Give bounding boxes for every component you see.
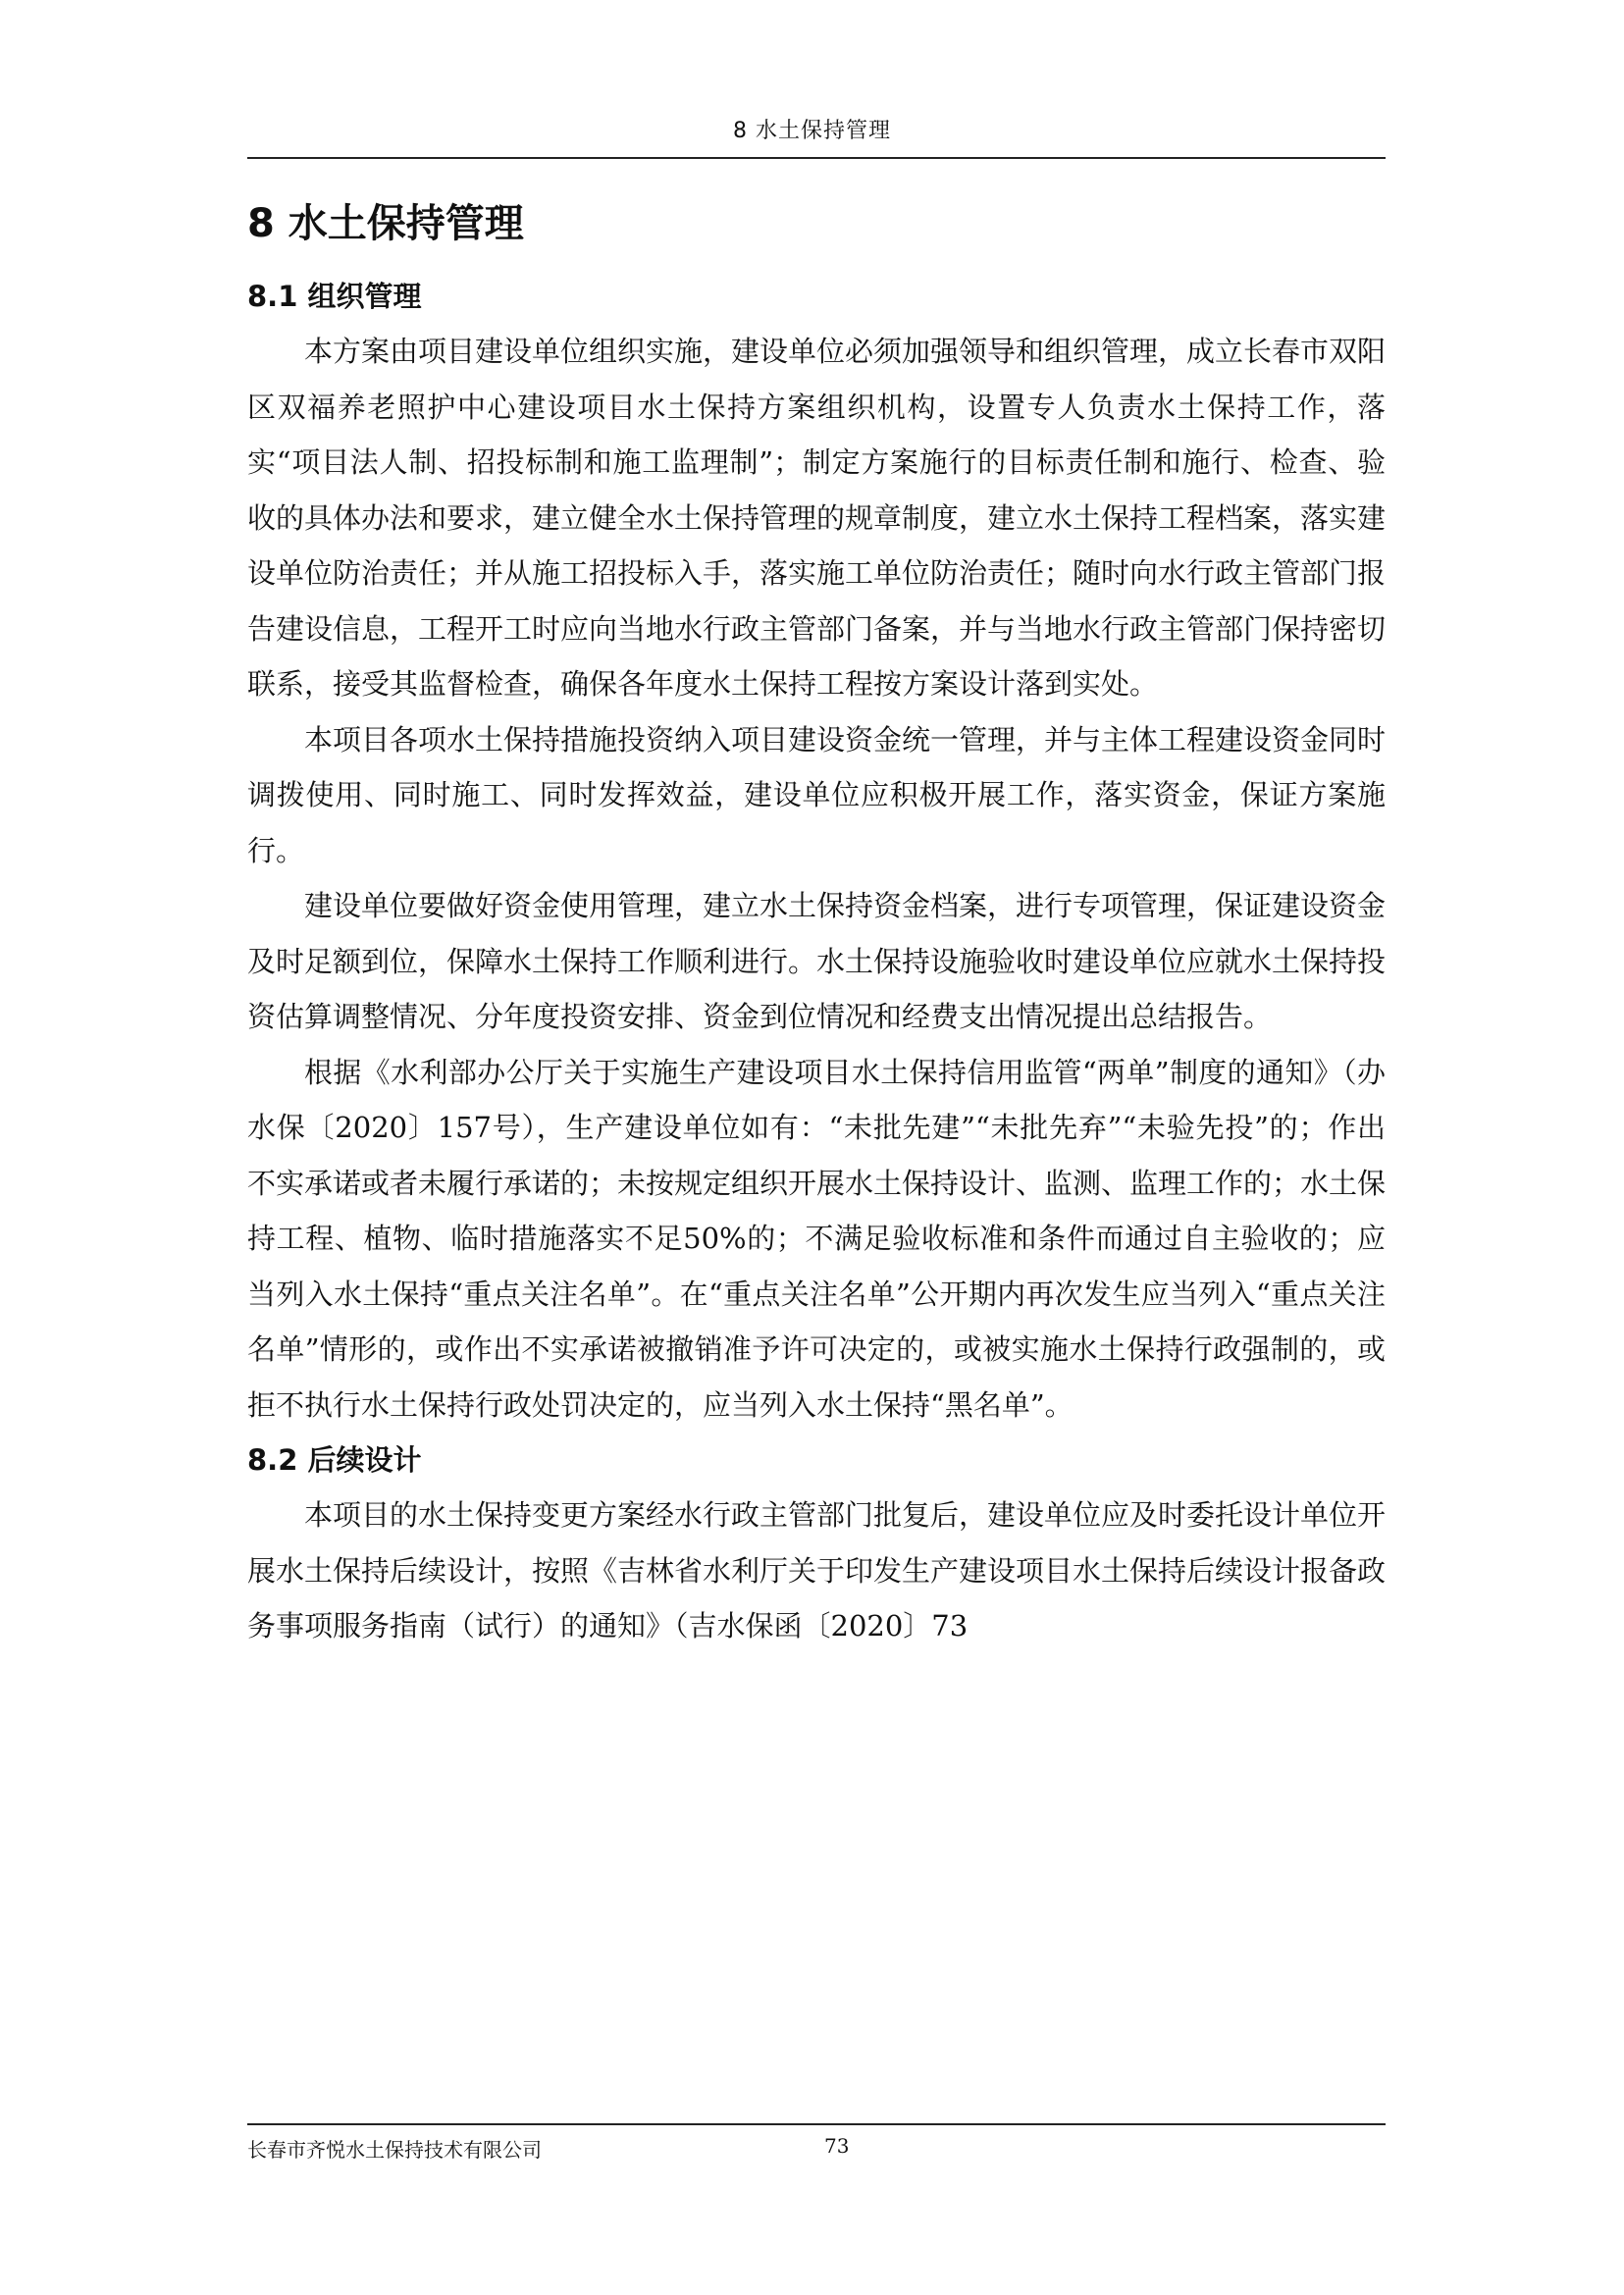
footer-company: 长春市齐悦水土保持技术有限公司 xyxy=(247,2138,542,2162)
page-number: 73 xyxy=(824,2134,850,2158)
running-header: 8 水土保持管理 xyxy=(733,119,891,143)
paragraph: 本方案由项目建设单位组织实施，建设单位必须加强领导和组织管理，成立长春市双阳区双福养老照护中心建设项目水土保持方案组织机构，设置专人负责水土保持工作，落实“项目法人制、招投标制和施工监理制”；制定方案施行的目标责任制和施行、检查、验收的具体办法和要求，建立健全水土保持管理的规章制度，建立水土保持工程档案，落实建设单位防治责任；并从施工招投标入手，落实施工单位防治责任；随时向水行政主管部门报告建设信息，工程开工时应向当地水行政主管部门备案，并与当地水行政主管部门保持密切联系，接受其监督检查，确保各年度水土保持工程按方案设计落到实处。 xyxy=(247,335,1387,701)
paragraph: 本项目各项水土保持措施投资纳入项目建设资金统一管理，并与主体工程建设资金同时调拨使用、同时施工、同时发挥效益，建设单位应积极开展工作，落实资金，保证方案施行。 xyxy=(247,722,1387,867)
section-title-8-1: 8.1 组织管理 xyxy=(247,280,422,313)
section-title-8-2: 8.2 后续设计 xyxy=(247,1443,422,1477)
chapter-title: 8 水土保持管理 xyxy=(247,201,524,246)
paragraph: 本项目的水土保持变更方案经水行政主管部门批复后，建设单位应及时委托设计单位开展水土保持后续设计，按照《吉林省水利厅关于印发生产建设项目水土保持后续设计报备政务事项服务指南（试行）的通知》（吉水保函〔2020〕73 xyxy=(247,1498,1387,1643)
header-divider xyxy=(247,157,1386,159)
footer-divider xyxy=(247,2123,1386,2125)
paragraph: 建设单位要做好资金使用管理，建立水土保持资金档案，进行专项管理，保证建设资金及时足额到位，保障水土保持工作顺利进行。水土保持设施验收时建设单位应就水土保持投资估算调整情况、分年度投资安排、资金到位情况和经费支出情况提出总结报告。 xyxy=(247,889,1387,1033)
paragraph: 根据《水利部办公厅关于实施生产建设项目水土保持信用监管“两单”制度的通知》（办水保〔2020〕157号），生产建设单位如有：“未批先建”“未批先弃”“未验先投”的；作出不实承诺或者未履行承诺的；未按规定组织开展水土保持设计、监测、监理工作的；水土保持工程、植物、临时措施落实不足50%的；不满足验收标准和条件而通过自主验收的；应当列入水土保持“重点关注名单”。在“重点关注名单”公开期内再次发生应当列入“重点关注名单”情形的，或作出不实承诺被撤销准予许可决定的，或被实施水土保持行政强制的，或拒不执行水土保持行政处罚决定的，应当列入水土保持“黑名单”。 xyxy=(247,1055,1387,1422)
page-content xyxy=(247,192,1386,1654)
